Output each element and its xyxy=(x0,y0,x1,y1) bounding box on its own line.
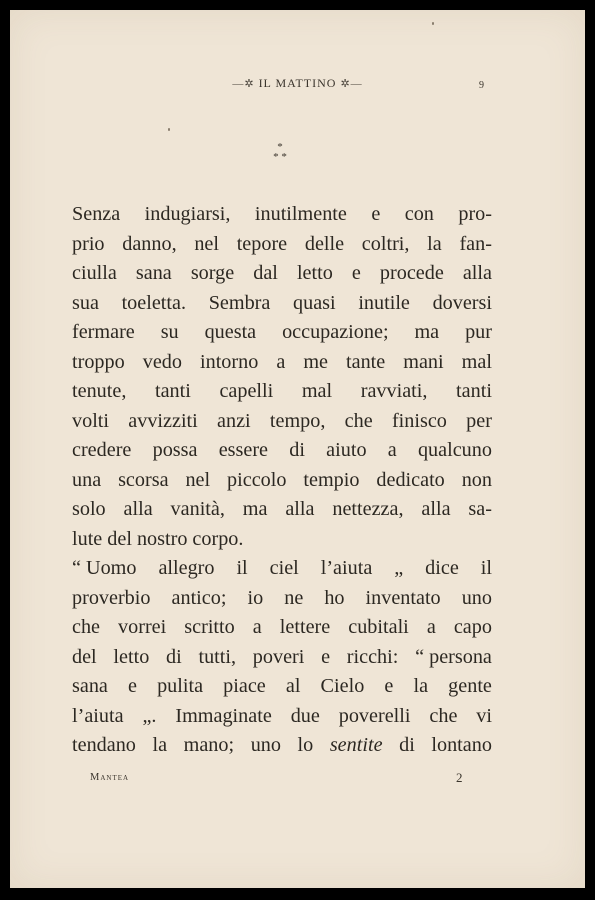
word: „ xyxy=(394,557,404,579)
word: inutilmente xyxy=(254,203,347,225)
word: credere xyxy=(72,439,132,461)
word: prio xyxy=(72,232,105,255)
word: fan- xyxy=(459,232,492,255)
word: intorno xyxy=(200,350,259,373)
word: gente xyxy=(448,675,492,697)
body-text xyxy=(72,200,492,761)
word: mano; xyxy=(183,734,235,756)
asterism xyxy=(258,142,302,162)
word: “ persona xyxy=(415,645,492,668)
text-line xyxy=(72,584,492,614)
word: sana xyxy=(72,675,108,697)
word: ma xyxy=(414,321,440,343)
word: solo xyxy=(72,498,106,520)
text-line xyxy=(72,702,492,732)
word: „. xyxy=(142,704,157,727)
page-number: 9 xyxy=(479,80,484,91)
word: antico; xyxy=(171,586,227,609)
word: possa xyxy=(152,439,198,461)
text-line xyxy=(72,259,492,289)
word: e xyxy=(384,675,394,697)
word: nel xyxy=(194,232,219,255)
word: l’aiuta xyxy=(72,704,124,727)
word: piccolo xyxy=(227,468,287,491)
word: pulita xyxy=(157,675,204,697)
text-line xyxy=(72,554,492,584)
word: “ Uomo xyxy=(72,557,137,579)
word: scritto xyxy=(184,616,235,638)
word: lute xyxy=(72,527,103,550)
word: al xyxy=(285,675,301,697)
word: fermare xyxy=(72,321,135,343)
word: tempio xyxy=(303,468,360,491)
word: vanità, xyxy=(170,498,225,520)
word: non xyxy=(461,468,492,491)
word: inutile xyxy=(358,291,410,314)
word: dice xyxy=(425,557,459,579)
word: coltri, xyxy=(361,232,410,255)
word: una xyxy=(72,468,102,491)
word: alla xyxy=(123,498,153,520)
word: ho xyxy=(324,586,345,609)
word: corpo. xyxy=(192,527,244,550)
word: ravviati, xyxy=(360,380,428,402)
word: vorrei xyxy=(118,616,167,638)
word: tanti xyxy=(154,380,191,402)
word: tutti, xyxy=(198,645,237,668)
word: con xyxy=(404,203,434,225)
word: vedo xyxy=(142,350,182,373)
text-line xyxy=(72,643,492,673)
word: occupazione; xyxy=(282,321,389,343)
word: letto xyxy=(296,262,333,284)
word: tendano xyxy=(72,734,136,756)
word: alla xyxy=(462,262,492,284)
word: anzi xyxy=(217,409,251,432)
word: su xyxy=(160,321,179,343)
word: del xyxy=(107,527,132,550)
word: di xyxy=(289,439,305,461)
word: due xyxy=(290,704,320,727)
word: io xyxy=(247,586,264,609)
word: a xyxy=(387,439,397,461)
word: alla xyxy=(285,498,315,520)
text-line xyxy=(72,436,492,466)
word: la xyxy=(413,675,429,697)
text-line xyxy=(72,200,492,230)
asterism-bottom: * * xyxy=(273,151,287,163)
word: procede xyxy=(379,262,444,284)
word: che xyxy=(344,409,373,432)
word: mal xyxy=(461,350,492,373)
text-line xyxy=(72,672,492,702)
word: il xyxy=(236,557,248,579)
word: la xyxy=(427,232,442,255)
word: a xyxy=(252,616,262,638)
text-line xyxy=(72,348,492,378)
word: nostro xyxy=(136,527,188,550)
word: ma xyxy=(242,498,268,520)
paper-speck xyxy=(432,22,434,25)
word: danno, xyxy=(122,232,177,255)
word: sentite xyxy=(329,734,383,756)
word: pro- xyxy=(458,203,492,225)
word: di xyxy=(166,645,182,668)
text-line xyxy=(72,466,492,496)
word: che xyxy=(429,704,458,727)
word: di xyxy=(399,734,415,756)
word: capo xyxy=(453,616,492,638)
word: Sembra xyxy=(208,291,271,314)
word: doversi xyxy=(432,291,492,314)
word: aiuto xyxy=(326,439,367,461)
word: per xyxy=(466,409,492,432)
text-line xyxy=(72,230,492,260)
word: e xyxy=(371,203,381,225)
word: inventato xyxy=(365,586,441,609)
word: tempo, xyxy=(269,409,326,432)
word: Cielo xyxy=(320,675,365,697)
word: volti xyxy=(72,409,110,432)
word: tante xyxy=(346,350,386,373)
word: avvizziti xyxy=(128,409,198,432)
word: l’aiuta xyxy=(320,557,373,579)
text-line xyxy=(72,377,492,407)
word: toeletta. xyxy=(121,291,187,314)
text-line xyxy=(72,407,492,437)
word: a xyxy=(426,616,436,638)
word: finisco xyxy=(391,409,447,432)
text-line xyxy=(72,731,492,761)
word: il xyxy=(480,557,492,579)
word: e xyxy=(321,645,331,668)
asterism-top: * xyxy=(277,141,283,153)
text-line xyxy=(72,495,492,525)
footer-signature: Mantea xyxy=(90,772,130,783)
word: delle xyxy=(304,232,345,255)
text-line xyxy=(72,613,492,643)
word: la xyxy=(152,734,168,756)
word: ricchi: xyxy=(346,645,399,668)
word: del xyxy=(72,645,97,668)
word: poverelli xyxy=(338,704,411,727)
word: lo xyxy=(297,734,314,756)
word: dedicato xyxy=(376,468,445,491)
word: indugiarsi, xyxy=(144,203,231,225)
word: proverbio xyxy=(72,586,151,609)
running-head xyxy=(10,76,585,91)
word: capelli xyxy=(219,380,274,402)
word: sua xyxy=(72,291,99,314)
word: sa- xyxy=(468,498,492,520)
word: ciulla xyxy=(72,262,117,284)
word: mani xyxy=(403,350,444,373)
text-line xyxy=(72,289,492,319)
word: dal xyxy=(253,262,278,284)
word: ne xyxy=(284,586,304,609)
word: lontano xyxy=(431,734,492,756)
word: cubitali xyxy=(348,616,409,638)
word: vi xyxy=(476,704,492,727)
word: sana xyxy=(135,262,172,284)
word: ciel xyxy=(269,557,299,579)
paper-speck xyxy=(168,128,170,131)
word: tepore xyxy=(236,232,288,255)
word: quasi xyxy=(293,291,336,314)
word: questa xyxy=(204,321,257,343)
text-line xyxy=(72,525,492,555)
ornament-left: —✲ xyxy=(232,78,255,90)
word: scorsa xyxy=(118,468,169,491)
word: tenute, xyxy=(72,380,127,402)
word: e xyxy=(127,675,137,697)
word: e xyxy=(351,262,361,284)
running-head-title: IL MATTINO xyxy=(258,76,337,90)
ornament-right: ✲— xyxy=(340,78,363,90)
word: allegro xyxy=(158,557,215,579)
word: alla xyxy=(421,498,451,520)
word: troppo xyxy=(72,350,125,373)
word: qualcuno xyxy=(417,439,492,461)
word: uno xyxy=(250,734,281,756)
word: sorge xyxy=(190,262,235,284)
word: a xyxy=(276,350,286,373)
word: mal xyxy=(301,380,333,402)
word: Senza xyxy=(72,203,121,225)
word: piace xyxy=(223,675,266,697)
word: poveri xyxy=(252,645,305,668)
word: nel xyxy=(185,468,211,491)
sheet-number: 2 xyxy=(456,770,463,785)
word: uno xyxy=(461,586,492,609)
word: che xyxy=(72,616,101,638)
word: nettezza, xyxy=(332,498,404,520)
word: pur xyxy=(465,321,492,343)
word: lettere xyxy=(279,616,331,638)
book-page xyxy=(10,10,585,888)
word: tanti xyxy=(456,380,492,402)
text-line xyxy=(72,318,492,348)
word: me xyxy=(303,350,328,373)
word: letto xyxy=(113,645,150,668)
word: Immaginate xyxy=(175,704,272,727)
word: essere xyxy=(218,439,269,461)
